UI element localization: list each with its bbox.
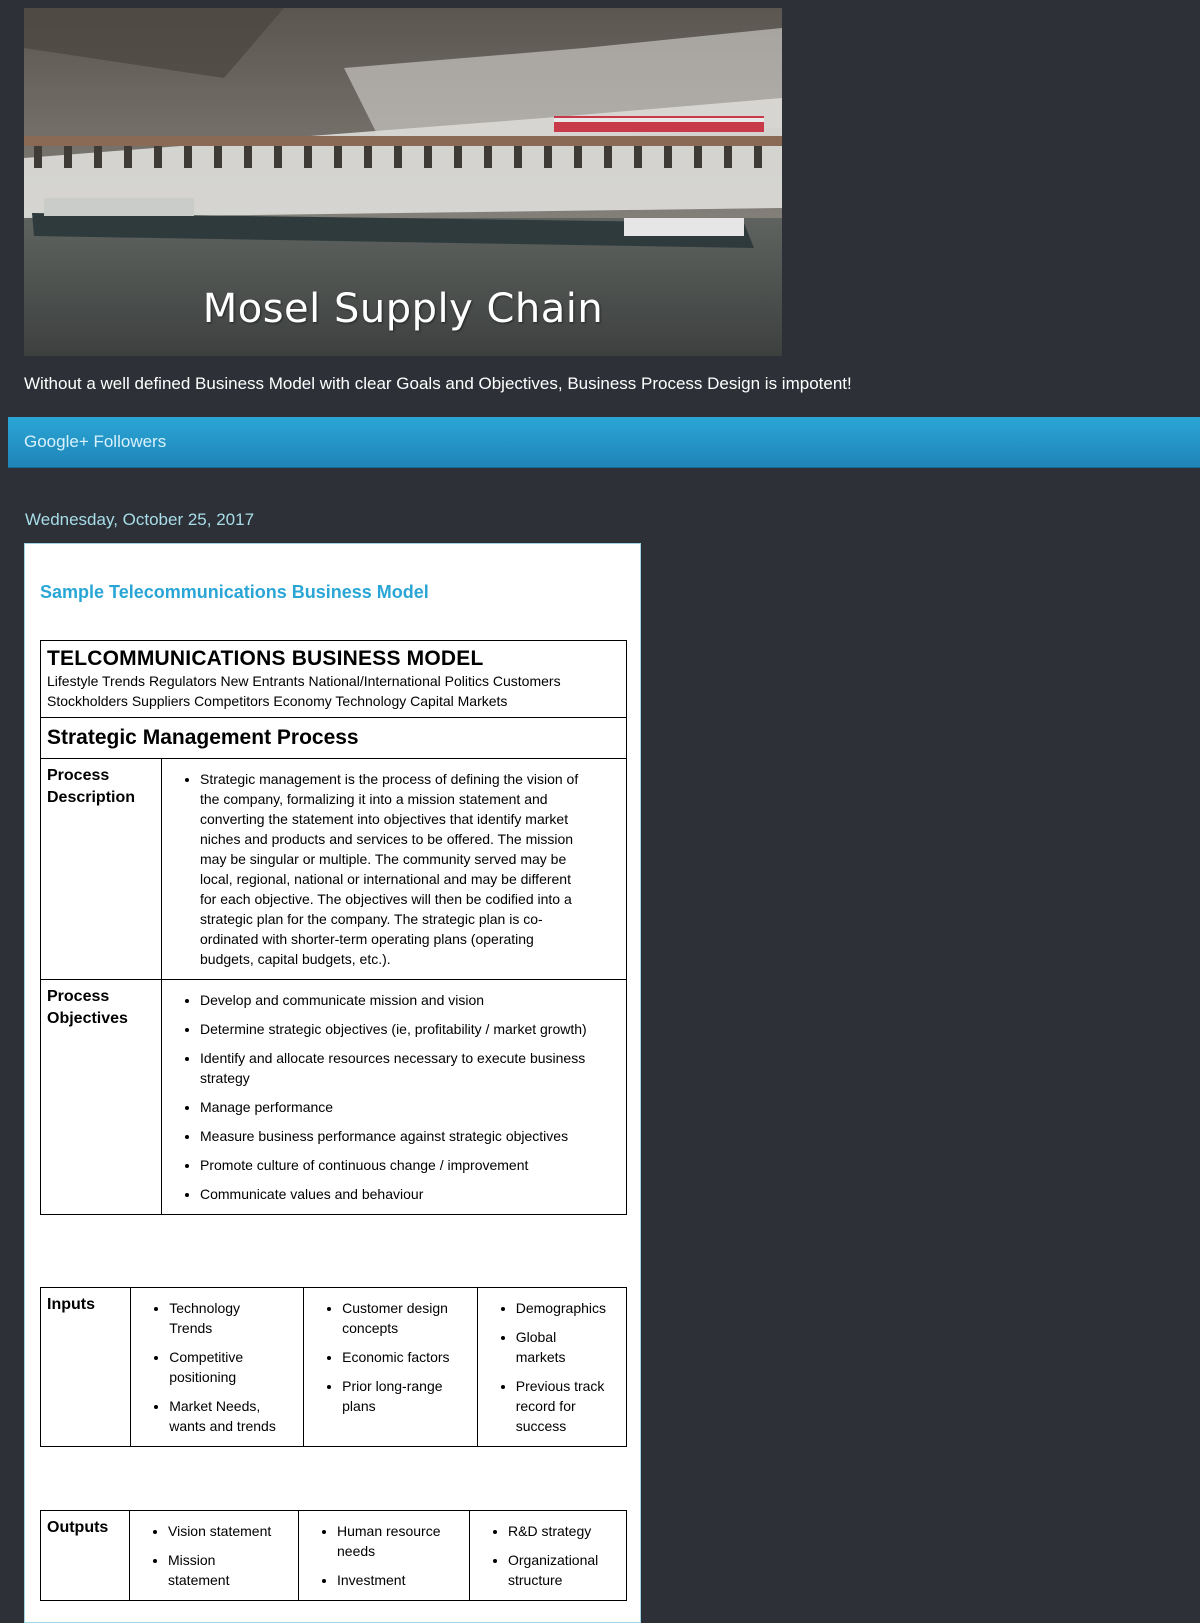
model-subtitle-line1: Lifestyle Trends Regulators New Entrants National/International Politics Customers (47, 673, 561, 689)
list-item: • Economic factors (342, 1347, 457, 1367)
inputs-list-1 (137, 1298, 283, 1436)
outputs-table (40, 1510, 627, 1601)
inputs-list-2 (310, 1298, 457, 1416)
post-title[interactable]: Sample Telecommunications Business Model (40, 582, 429, 602)
process-title: Strategic Management Process (47, 726, 359, 749)
process-table (40, 640, 627, 1215)
list-item: • Measure business performance against strategic objectives (200, 1126, 590, 1146)
inputs-label: Inputs (47, 1296, 95, 1313)
list-item: • Organizational structure (508, 1550, 606, 1590)
inputs-col3 (477, 1288, 626, 1447)
objectives-label-cell (41, 980, 162, 1215)
outputs-col3 (470, 1511, 627, 1601)
process-title-cell (41, 718, 627, 759)
outputs-list-1 (136, 1521, 278, 1590)
list-item: • Previous track record for success (516, 1376, 606, 1436)
list-item: • Technology Trends (169, 1298, 283, 1338)
process-objectives-label: Process Objectives (47, 988, 128, 1027)
description-list (168, 769, 590, 969)
list-item: • Global markets (516, 1327, 606, 1367)
outputs-col1 (130, 1511, 299, 1601)
google-plus-followers-link[interactable]: Google+ Followers (24, 432, 167, 451)
header-image (24, 8, 782, 356)
list-item: • Communicate values and behaviour (200, 1184, 590, 1204)
inputs-col2 (304, 1288, 478, 1447)
list-item: • Demographics (516, 1298, 606, 1318)
nav-bar (8, 417, 1200, 468)
list-item: • Mission statement (168, 1550, 278, 1590)
post-date: Wednesday, October 25, 2017 (25, 510, 255, 529)
inputs-list-3 (484, 1298, 606, 1436)
list-item: • Promote culture of continuous change / improvement (200, 1155, 590, 1175)
blog-tagline: Without a well defined Business Model with clear Goals and Objectives, Business Process Design is impotent! (24, 374, 852, 393)
description-cell (162, 759, 627, 980)
post-body (24, 543, 641, 1623)
model-subtitle-line2: Stockholders Suppliers Competitors Economy Technology Capital Markets (47, 693, 508, 709)
model-title: TELCOMMUNICATIONS BUSINESS MODEL (47, 647, 484, 670)
list-item: • Prior long-range plans (342, 1376, 457, 1416)
list-item: • Investment (337, 1570, 449, 1590)
outputs-list-2 (305, 1521, 449, 1590)
list-item: • Strategic management is the process of defining the vision of the company, formalizing it into a mission statement and converting the statement into objectives that identify market niches and products and services to be offered. The mission may be singular or multiple. The community served may be local, regional, national or international and may be different for each objective. The objectives will then be codified into a strategic plan for the company. The strategic plan is co-ordinated with shorter-term operating plans (operating budgets, capital budgets, etc.). (200, 769, 590, 969)
blog-title[interactable]: Mosel Supply Chain (202, 286, 604, 332)
list-item: • Customer design concepts (342, 1298, 457, 1338)
list-item: • Market Needs, wants and trends (169, 1396, 283, 1436)
objectives-list (168, 990, 590, 1204)
list-item: • Vision statement (168, 1521, 278, 1541)
list-item: • Develop and communicate mission and vision (200, 990, 590, 1010)
list-item: • Manage performance (200, 1097, 590, 1117)
outputs-label: Outputs (47, 1519, 109, 1536)
list-item: • Human resource needs (337, 1521, 449, 1561)
outputs-col2 (299, 1511, 470, 1601)
list-item: • R&D strategy (508, 1521, 606, 1541)
inputs-table (40, 1287, 627, 1447)
outputs-list-3 (476, 1521, 606, 1590)
model-header-cell (41, 641, 627, 718)
list-item: • Competitive positioning (169, 1347, 283, 1387)
inputs-col1 (131, 1288, 304, 1447)
inputs-label-cell (41, 1288, 131, 1447)
list-item: • Identify and allocate resources necessary to execute business strategy (200, 1048, 590, 1088)
description-label-cell (41, 759, 162, 980)
list-item: • Determine strategic objectives (ie, profitability / market growth) (200, 1019, 590, 1039)
outputs-label-cell (41, 1511, 130, 1601)
process-description-label: Process Description (47, 767, 136, 806)
objectives-cell (162, 980, 627, 1215)
